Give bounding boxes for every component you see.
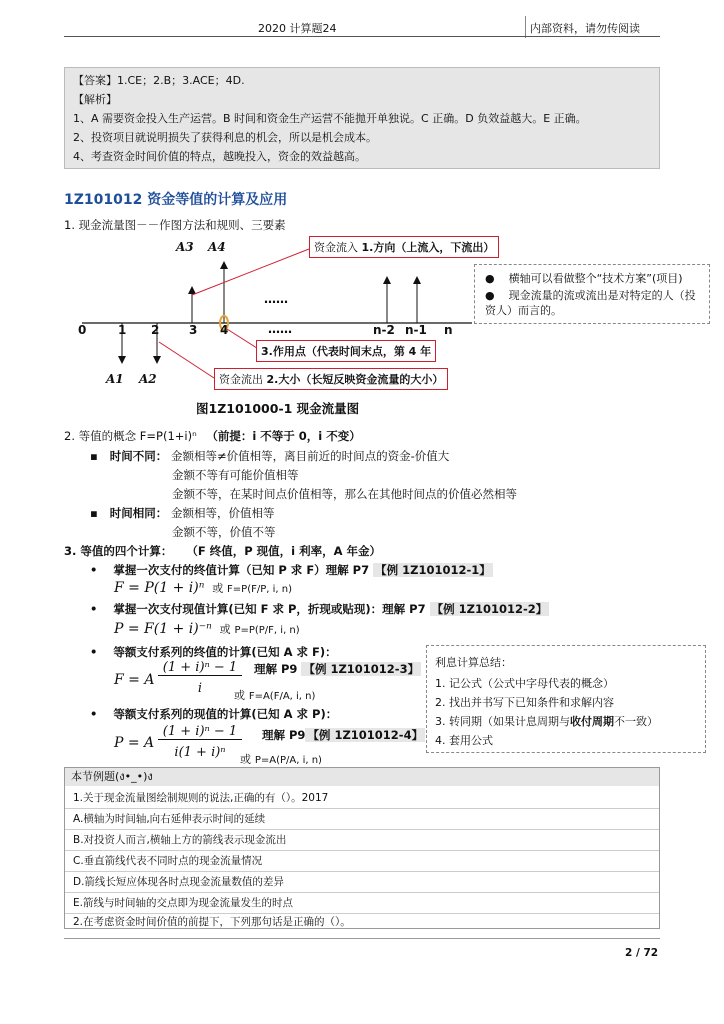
tick-4: 4 bbox=[220, 323, 229, 337]
calc-3-denominator: i bbox=[197, 681, 203, 696]
calc-4-ref bbox=[262, 727, 425, 743]
tick-2: 2 bbox=[151, 323, 160, 337]
tick-n2: n-2 bbox=[373, 323, 395, 337]
time-same-row bbox=[90, 505, 274, 521]
calc-3-numerator: (1 + i)ⁿ − 1 bbox=[158, 660, 242, 676]
calc-2-example: 【例 1Z101012-2】 bbox=[431, 602, 548, 616]
label-a1: A1 bbox=[106, 372, 124, 386]
calc-3-title: 等额支付系列的终值的计算(已知 A 求 F)： bbox=[113, 645, 337, 659]
calc-4-example: 【例 1Z101012-4】 bbox=[307, 728, 424, 742]
example-divider bbox=[65, 850, 659, 851]
time-different-line: 金额相等≠价值相等，离目前近的时间点的资金-价值大 bbox=[170, 449, 450, 463]
interest-note-item-3 bbox=[435, 713, 658, 729]
time-same-label: ▪ 时间相同： bbox=[90, 506, 167, 520]
time-different-label: ▪ 时间不同： bbox=[90, 449, 167, 463]
note-box bbox=[474, 264, 710, 324]
calc-3-example: 【例 1Z101012-3】 bbox=[303, 662, 420, 676]
four-calcs-sub: （F 终值，P 现值，i 利率，A 年金） bbox=[186, 544, 382, 558]
calc-4-alt-row bbox=[240, 751, 322, 767]
calc-4-title-row bbox=[90, 706, 337, 722]
interest-note-item-3-tail: 不一致） bbox=[614, 715, 658, 728]
calc-4-alt: P=A(P/A, i, n) bbox=[254, 755, 322, 766]
answer-line: 1、A 需要资金投入生产运营。B 时间和资金生产运营不能拋开单独说。C 正确。D 负效益越大。E 正确。 bbox=[73, 112, 587, 125]
calc-2-title-row bbox=[90, 601, 549, 617]
calc-3-lhs: F = A bbox=[114, 672, 155, 688]
header-notice: 内部资料，请勿传阅读 bbox=[530, 22, 640, 35]
tick-1: 1 bbox=[118, 323, 127, 337]
label-a4: A4 bbox=[208, 240, 226, 254]
calc-4-title: 等额支付系列的现值的计算(已知 A 求 P)： bbox=[113, 707, 338, 721]
tick-n: n bbox=[444, 323, 453, 337]
calc-bullet: • bbox=[90, 563, 114, 577]
outflow-prefix: 资金流出 bbox=[219, 373, 267, 386]
calc-1-example: 【例 1Z101012-1】 bbox=[375, 563, 491, 577]
equivalence-concept: 2. 等值的概念 F=P(1+i)ⁿ bbox=[64, 429, 197, 443]
callout-direction bbox=[309, 236, 499, 258]
calc-3-alt-row bbox=[234, 687, 315, 703]
calc-1-alt: F=P(F/P, i, n) bbox=[227, 584, 292, 595]
calc-bullet: • bbox=[90, 602, 114, 616]
dots-lower: …… bbox=[268, 322, 292, 336]
note-text-1: 横轴可以看做整个“技术方案”(项目) bbox=[508, 272, 683, 285]
answer-box bbox=[64, 67, 660, 169]
calc-3-alt: F=A(F/A, i, n) bbox=[248, 691, 316, 702]
calc-2-formula: P = F(1 + i)⁻ⁿ bbox=[114, 621, 212, 637]
example-divider bbox=[65, 829, 659, 830]
time-same-line: 金额相等，价值相等 bbox=[170, 506, 275, 520]
premise-text: （前提：i 不等于 0，i 不变） bbox=[206, 429, 361, 443]
interest-note-title: 利息计算总结： bbox=[435, 656, 512, 669]
magnitude-text: 2.大小（长短反映资金流量的大小） bbox=[266, 373, 444, 386]
example-line: 1.关于现金流量图绘制规则的说法,正确的有（）。2017 bbox=[73, 792, 329, 804]
callout-outflow bbox=[159, 342, 214, 378]
answer-line: 4、考查资金时间价值的特点，越晚投入，资金的效益越高。 bbox=[73, 150, 366, 163]
tick-n1: n-1 bbox=[405, 323, 427, 337]
note-bullet-1: ● 横轴可以看做整个“技术方案”(项目) bbox=[485, 272, 683, 285]
calc-1-title: 掌握一次支付的终值计算（已知 P 求 F）理解 P7 bbox=[113, 563, 370, 577]
interest-note-item: 4. 套用公式 bbox=[435, 734, 493, 747]
example-line: E.箭线与时间轴的交点即为现金流量发生的时点 bbox=[73, 897, 293, 909]
inflow-prefix: 资金流入 bbox=[314, 241, 362, 254]
calc-3-ref bbox=[254, 661, 421, 677]
time-same-line: 金额不等，价值不等 bbox=[172, 525, 276, 539]
calc-3-or: 或 bbox=[234, 689, 245, 702]
calc-1-formula: F = P(1 + i)ⁿ bbox=[114, 580, 205, 596]
answer-line: 【答案】1.CE；2.B；3.ACE；4D. bbox=[73, 74, 245, 87]
calc-3-ref-text: 理解 P9 bbox=[254, 662, 298, 676]
tick-0: 0 bbox=[78, 323, 87, 337]
interest-note-item-3-bold: 收付周期 bbox=[570, 715, 614, 728]
example-line: D.箭线长短应体现各时点现金流量数值的差异 bbox=[73, 876, 284, 888]
paragraph-2 bbox=[64, 428, 361, 444]
header-title: 2020 计算题24 bbox=[258, 22, 337, 35]
note-text-2: 现金流量的流或流出是对特定的人（投资人）而言的。 bbox=[485, 289, 696, 317]
calc-2-title: 掌握一次支付现值计算(已知 F 求 P，折现或贴现)：理解 P7 bbox=[113, 602, 426, 616]
example-line: A.横轴为时间轴,向右延伸表示时间的延续 bbox=[73, 813, 266, 825]
header-divider bbox=[525, 16, 526, 38]
time-different-line: 金额不等有可能价值相等 bbox=[172, 468, 299, 482]
interest-note-item-3-text: 3. 转同期（如果计息周期与 bbox=[435, 715, 570, 728]
example-title: 本节例题(ง•_•)ง bbox=[65, 768, 659, 786]
paragraph-3 bbox=[64, 543, 381, 559]
label-a3: A3 bbox=[176, 240, 194, 254]
calc-4-denominator: i(1 + i)ⁿ bbox=[174, 745, 226, 760]
interest-note-item: 2. 找出并书写下已知条件和求解内容 bbox=[435, 696, 614, 709]
example-divider bbox=[65, 871, 659, 872]
callout-magnitude bbox=[214, 368, 448, 390]
four-calcs-title: 3. 等值的四个计算： bbox=[64, 544, 173, 558]
callout-inflow bbox=[192, 249, 309, 295]
callout-action-point: 3.作用点（代表时间末点，第 4 年 bbox=[256, 340, 436, 362]
section-title: 1Z101012 资金等值的计算及应用 bbox=[64, 192, 288, 208]
calc-4-lhs: P = A bbox=[114, 735, 155, 751]
calc-2-alt: P=P(P/F, i, n) bbox=[234, 625, 300, 636]
calc-bullet: • bbox=[90, 707, 114, 721]
example-divider bbox=[65, 892, 659, 893]
calc-4-or: 或 bbox=[240, 753, 251, 766]
time-different-line: 金额不等，在某时间点价值相等，那么在其他时间点的价值必然相等 bbox=[172, 487, 517, 501]
time-different-row bbox=[90, 448, 449, 464]
dots-upper: …… bbox=[264, 292, 288, 306]
calc-3-title-row bbox=[90, 644, 337, 660]
note-bullet-2: ● 现金流量的流或流出是对特定的人（投资人）而言的。 bbox=[485, 289, 696, 317]
label-a2: A2 bbox=[139, 372, 157, 386]
example-divider bbox=[65, 808, 659, 809]
paragraph-1: 1. 现金流量图－－作图方法和规则、三要素 bbox=[64, 218, 286, 232]
example-line: C.垂直箭线代表不同时点的现金流量情况 bbox=[73, 855, 263, 867]
direction-text: 1.方向（上流入，下流出） bbox=[361, 241, 495, 254]
example-line: B.对投资人而言,横轴上方的箭线表示现金流出 bbox=[73, 834, 287, 846]
calc-1-title-row bbox=[90, 562, 493, 578]
calc-2-formula-row bbox=[114, 621, 300, 637]
footer-rule bbox=[64, 938, 660, 939]
calc-2-or: 或 bbox=[219, 623, 231, 636]
calc-1-formula-row bbox=[114, 580, 292, 596]
answer-line: 【解析】 bbox=[73, 93, 117, 106]
page-number: 2 / 72 bbox=[625, 947, 659, 959]
example-line: 2.在考虑资金时间价值的前提下，下列那句话是正确的（）。 bbox=[73, 916, 351, 928]
example-box bbox=[64, 767, 660, 929]
figure-caption: 图1Z101000-1 现金流量图 bbox=[196, 401, 360, 416]
interest-note-box bbox=[426, 645, 706, 753]
header-rule bbox=[64, 36, 660, 37]
calc-bullet: • bbox=[90, 645, 114, 659]
answer-line: 2、投资项目就说明损失了获得利息的机会，所以是机会成本。 bbox=[73, 131, 377, 144]
calc-4-numerator: (1 + i)ⁿ − 1 bbox=[158, 724, 242, 740]
tick-3: 3 bbox=[189, 323, 198, 337]
calc-4-ref-text: 理解 P9 bbox=[262, 728, 306, 742]
interest-note-item: 1. 记公式（公式中字母代表的概念） bbox=[435, 677, 614, 690]
calc-1-or: 或 bbox=[212, 582, 224, 595]
